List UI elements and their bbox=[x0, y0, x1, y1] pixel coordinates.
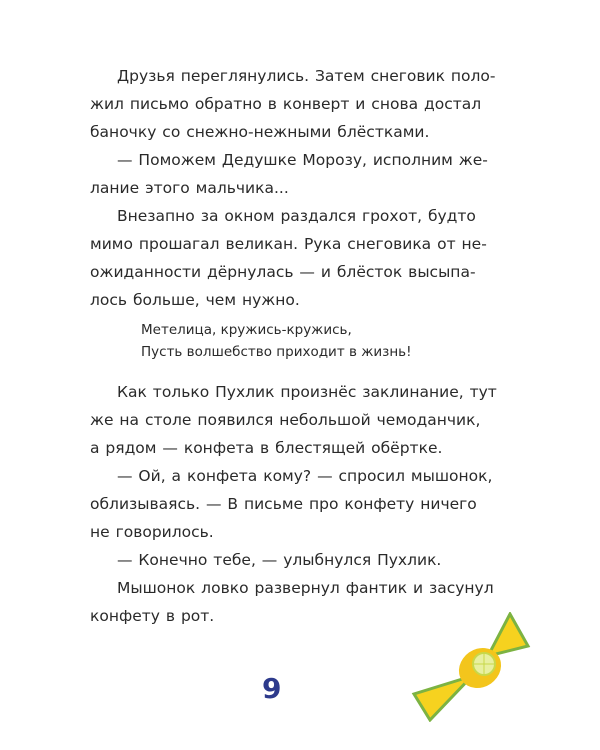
text-line: — Ой, а конфета кому? — спросил мышонок, bbox=[117, 467, 493, 485]
candy-icon bbox=[414, 614, 528, 720]
text-line: жил письмо обратно в конверт и снова достал bbox=[90, 95, 482, 113]
text-line: лось больше, чем нужно. bbox=[90, 291, 300, 309]
text-line: баночку со снежно-нежными блёстками. bbox=[90, 123, 430, 141]
text-line: Друзья переглянулись. Затем снеговик поло- bbox=[117, 67, 496, 85]
text-line: облизываясь. — В письме про конфету ничего bbox=[90, 495, 477, 513]
text-line: Внезапно за окном раздался грохот, будто bbox=[117, 207, 476, 225]
text-line: а рядом — конфета в блестящей обёртке. bbox=[90, 439, 443, 457]
verse-line: Метелица, кружись-кружись, bbox=[141, 322, 352, 338]
text-line: лание этого мальчика... bbox=[90, 179, 289, 197]
text-line: Мышонок ловко развернул фантик и засунул bbox=[117, 579, 494, 597]
text-line: — Конечно тебе, — улыбнулся Пухлик. bbox=[117, 551, 442, 569]
text-line: — Поможем Дедушке Морозу, исполним же- bbox=[117, 151, 488, 169]
text-line: Как только Пухлик произнёс заклинание, тут bbox=[117, 383, 497, 401]
text-line: не говорилось. bbox=[90, 523, 214, 541]
text-line: ожиданности дёрнулась — и блёсток высыпа- bbox=[90, 263, 476, 281]
text-line: же на столе появился небольшой чемоданчик, bbox=[90, 411, 481, 429]
page-number: 9 bbox=[262, 672, 282, 705]
text-line: конфету в рот. bbox=[90, 607, 215, 625]
verse-line: Пусть волшебство приходит в жизнь! bbox=[141, 344, 412, 360]
candy-illustration bbox=[410, 612, 540, 722]
text-line: мимо прошагал великан. Рука снеговика от не- bbox=[90, 235, 487, 253]
